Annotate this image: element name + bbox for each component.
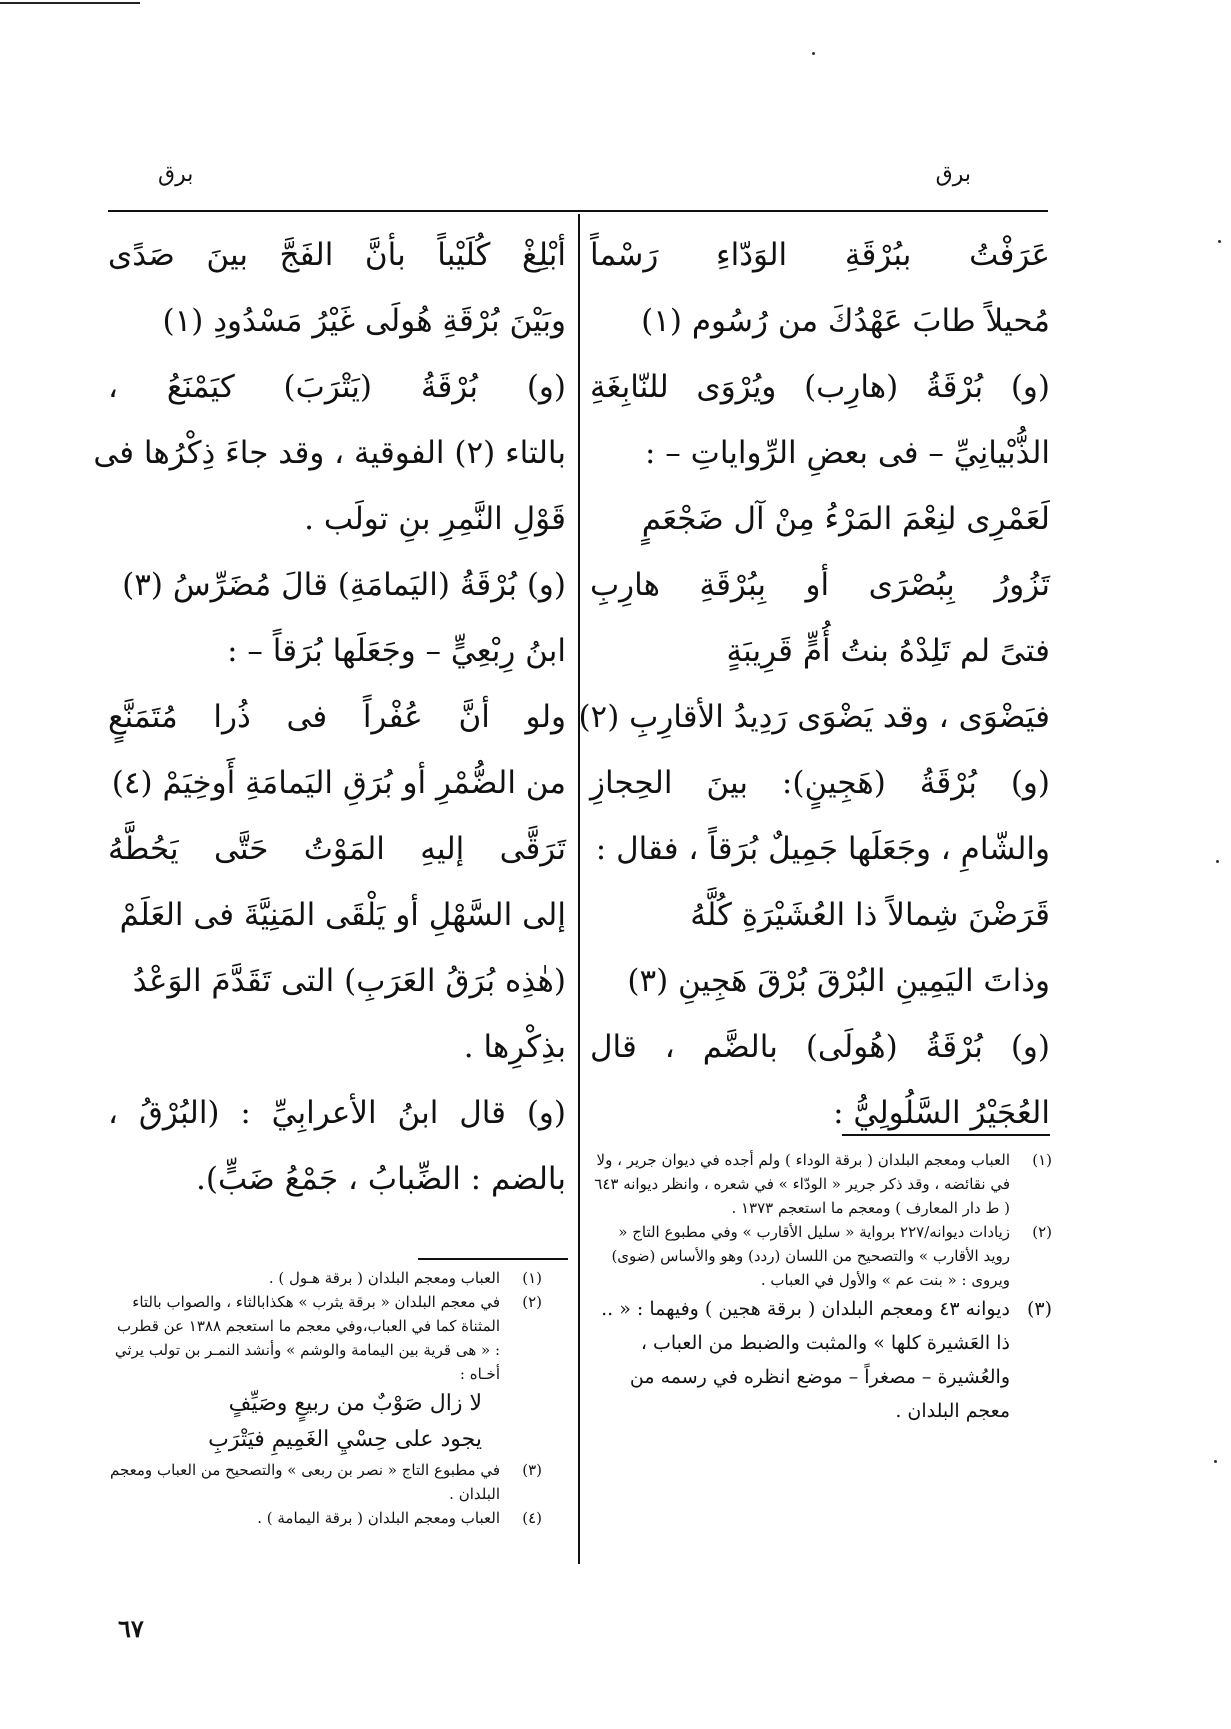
footnote-rule-right xyxy=(842,1134,1050,1136)
footnote xyxy=(108,1266,542,1290)
footnote-text: العباب ومعجم البلدان ( برقة هـول ) . xyxy=(268,1269,500,1287)
text-line: بالتاء (٢) الفوقية ، وقد جاءَ ذِكْرُها فى xyxy=(93,435,566,471)
scan-speck xyxy=(1214,1460,1217,1463)
header-rule xyxy=(108,210,1048,212)
footnote xyxy=(108,1290,542,1386)
text-line: (و) بُرْقَةُ (اليَمامَةِ) قالَ مُضَرِّسُ (٣) xyxy=(122,567,566,603)
running-header-right: برق xyxy=(935,162,971,187)
text-line: قَرَضْنَ شِمالاً ذا العُشَيْرَةِ كُلَّهُ xyxy=(690,897,1050,933)
text-line: الذُّبْيانِيِّ – فى بعضِ الرِّواياتِ – : xyxy=(644,435,1050,471)
text-line: فيَضْوَى ، وقد يَضْوَى رَدِيدُ الأقارِبِ (٢) xyxy=(578,699,1050,735)
footnote-number: (١) xyxy=(522,1269,542,1287)
footnote xyxy=(108,1506,542,1530)
text-line: بذِكْرِها . xyxy=(463,1029,566,1065)
footnote-text: العباب ومعجم البلدان ( برقة اليمامة ) . xyxy=(257,1509,500,1527)
footnote-text: العباب ومعجم البلدان ( برقة الوداء ) ولم أجده في ديوان جرير ، ولا في نقائضه ، وقد ذكر جرير « الودّاء » في شعره ، وانظر ديوانه ٦٤٣ ( ط دار المعارف ) ومعجم ما استعجم ١٣٧٣ . xyxy=(594,1151,1010,1217)
text-line: (هٰذِه بُرَقُ العَرَبِ) التى تَقَدَّمَ الوَعْدُ xyxy=(132,963,566,999)
footnote-verse-line: يجود على حِسْيِ الغَمِيمِ فيَتْرَبِ xyxy=(208,1427,482,1452)
footnote-number: (١) xyxy=(1032,1151,1052,1169)
right-column xyxy=(578,222,1050,1146)
text-line: (و) بُرْقَةُ (يَتْرَبَ) كيَمْنَعُ ، xyxy=(108,369,566,405)
text-line: مُحيلاً طابَ عَهْدُكَ من رُسُوم (١) xyxy=(641,303,1050,339)
left-footnotes xyxy=(108,1266,542,1530)
footnote-number: (٢) xyxy=(1032,1223,1052,1241)
text-line: (و) بُرْقَةُ (هُولَى) بالضَّم ، قال xyxy=(590,1029,1050,1065)
text-line: (و) بُرْقَةُ (هارِب) ويُرْوَى للنّابِغَةِ xyxy=(590,369,1050,405)
left-column xyxy=(93,222,566,1212)
footnote xyxy=(108,1458,542,1506)
footnote-number: (٢) xyxy=(522,1293,542,1311)
footnote-text: في معجم البلدان « برقة يثرب » هكذابالثاء ، والصواب بالتاء المثناة كما في العباب،وفي معجم ما استعجم ١٣٨٨ عن قطرب : « هى قرية بين اليمامة والوشم » وأنشد النمـر بن تولب يرثي أخـاه : xyxy=(114,1293,500,1383)
footnote-verse-line: لا زال صَوْبٌ من ربيعٍ وصَيِّفٍ xyxy=(228,1391,482,1416)
text-line: وبَيْنَ بُرْقَةِ هُولَى غَيْرُ مَسْدُودِ (١) xyxy=(162,303,566,339)
footnote-number: (٣) xyxy=(1026,1298,1052,1320)
footnote xyxy=(590,1292,1052,1428)
right-footnotes xyxy=(590,1148,1052,1428)
text-line: ابنُ رِبْعِيٍّ – وجَعَلَها بُرَقاً – : xyxy=(227,633,566,669)
scan-speck xyxy=(1216,860,1219,863)
text-line: قَوْلِ النَّمِرِ بنِ تولَب . xyxy=(304,501,566,537)
text-line: لَعَمْرِى لنِعْمَ المَرْءُ مِنْ آل ضَجْعَمٍ xyxy=(641,501,1050,537)
text-line: ولو أنَّ عُفْراً فى ذُرا مُتَمَنَّعٍ xyxy=(108,699,566,735)
text-line: تَرَقَّى إليهِ المَوْتُ حَتَّى يَحُطَّهُ xyxy=(108,831,566,867)
text-line: إلى السَّهْلِ أو يَلْقَى المَنِيَّةَ فى العَلَمْ xyxy=(119,897,566,933)
running-header-left: برق xyxy=(158,162,194,187)
text-line: عَرَفْتُ ببُرْقَةِ الوَدّاءِ رَسْماً xyxy=(590,237,1050,273)
text-line: وذاتَ اليَمِينِ البُرْقَ بُرْقَ هَجِينِ (٣) xyxy=(627,963,1050,999)
footnote xyxy=(590,1220,1052,1292)
text-line: (و) قال ابنُ الأعرابِيِّ : (البُرْقُ ، xyxy=(108,1095,566,1131)
scan-speck xyxy=(1218,240,1221,243)
text-line: تَزُورُ بِبُصْرَى أو بِبُرْقَةِ هارِبِ xyxy=(590,567,1050,603)
text-line: والشّامِ ، وجَعَلَها جَمِيلٌ بُرَقاً ، فقال : xyxy=(595,831,1050,867)
footnote-text: في مطبوع التاج « نصر بن ربعى » والتصحيح من العباب ومعجم البلدان . xyxy=(110,1461,500,1503)
text-line: أبْلِغْ كُلَيْباً بأنَّ الفَجَّ بينَ صَدًى xyxy=(108,237,566,273)
page-number: ٦٧ xyxy=(118,1614,144,1643)
top-edge-rule xyxy=(0,2,140,4)
scan-speck xyxy=(812,52,815,55)
footnote-text: زيادات ديوانه/٢٢٧ برواية « سليل الأقارب » وفي مطبوع التاج « رويد الأقارب » والتصحيح من اللسان (ردد) وهو والأساس (ضوى) ويروى : « بنت عم » والأول في العباب . xyxy=(611,1223,1010,1289)
footnote-number: (٣) xyxy=(522,1461,542,1479)
text-line: العُجَيْرُ السَّلُولِيُّ : xyxy=(833,1095,1050,1131)
footnote xyxy=(590,1148,1052,1220)
footnote-number: (٤) xyxy=(522,1509,542,1527)
text-line: بالضم : الضِّبابُ ، جَمْعُ ضَبٍّ). xyxy=(196,1161,566,1197)
footnote-text: ديوانه ٤٣ ومعجم البلدان ( برقة هجين ) وفيهما : « .. ذا العَشيرة كلها » والمثبت والضبط من العباب ، والعُشيرة – مصغراً – موضع انظره في رسمه من معجم البلدان . xyxy=(601,1298,1010,1422)
column-divider xyxy=(578,214,580,1564)
text-line: (و) بُرْقَةُ (هَجِينٍ): بينَ الحِجازِ xyxy=(590,765,1050,801)
footnote-rule-left xyxy=(418,1258,568,1260)
text-line: من الضُّمْرِ أو بُرَقِ اليَمامَةِ أَوخِيَمْ (٤) xyxy=(111,765,566,801)
text-line: فتىً لم تَلِدْهُ بنتُ أُمٍّ قَرِيبَةٍ xyxy=(726,633,1050,669)
